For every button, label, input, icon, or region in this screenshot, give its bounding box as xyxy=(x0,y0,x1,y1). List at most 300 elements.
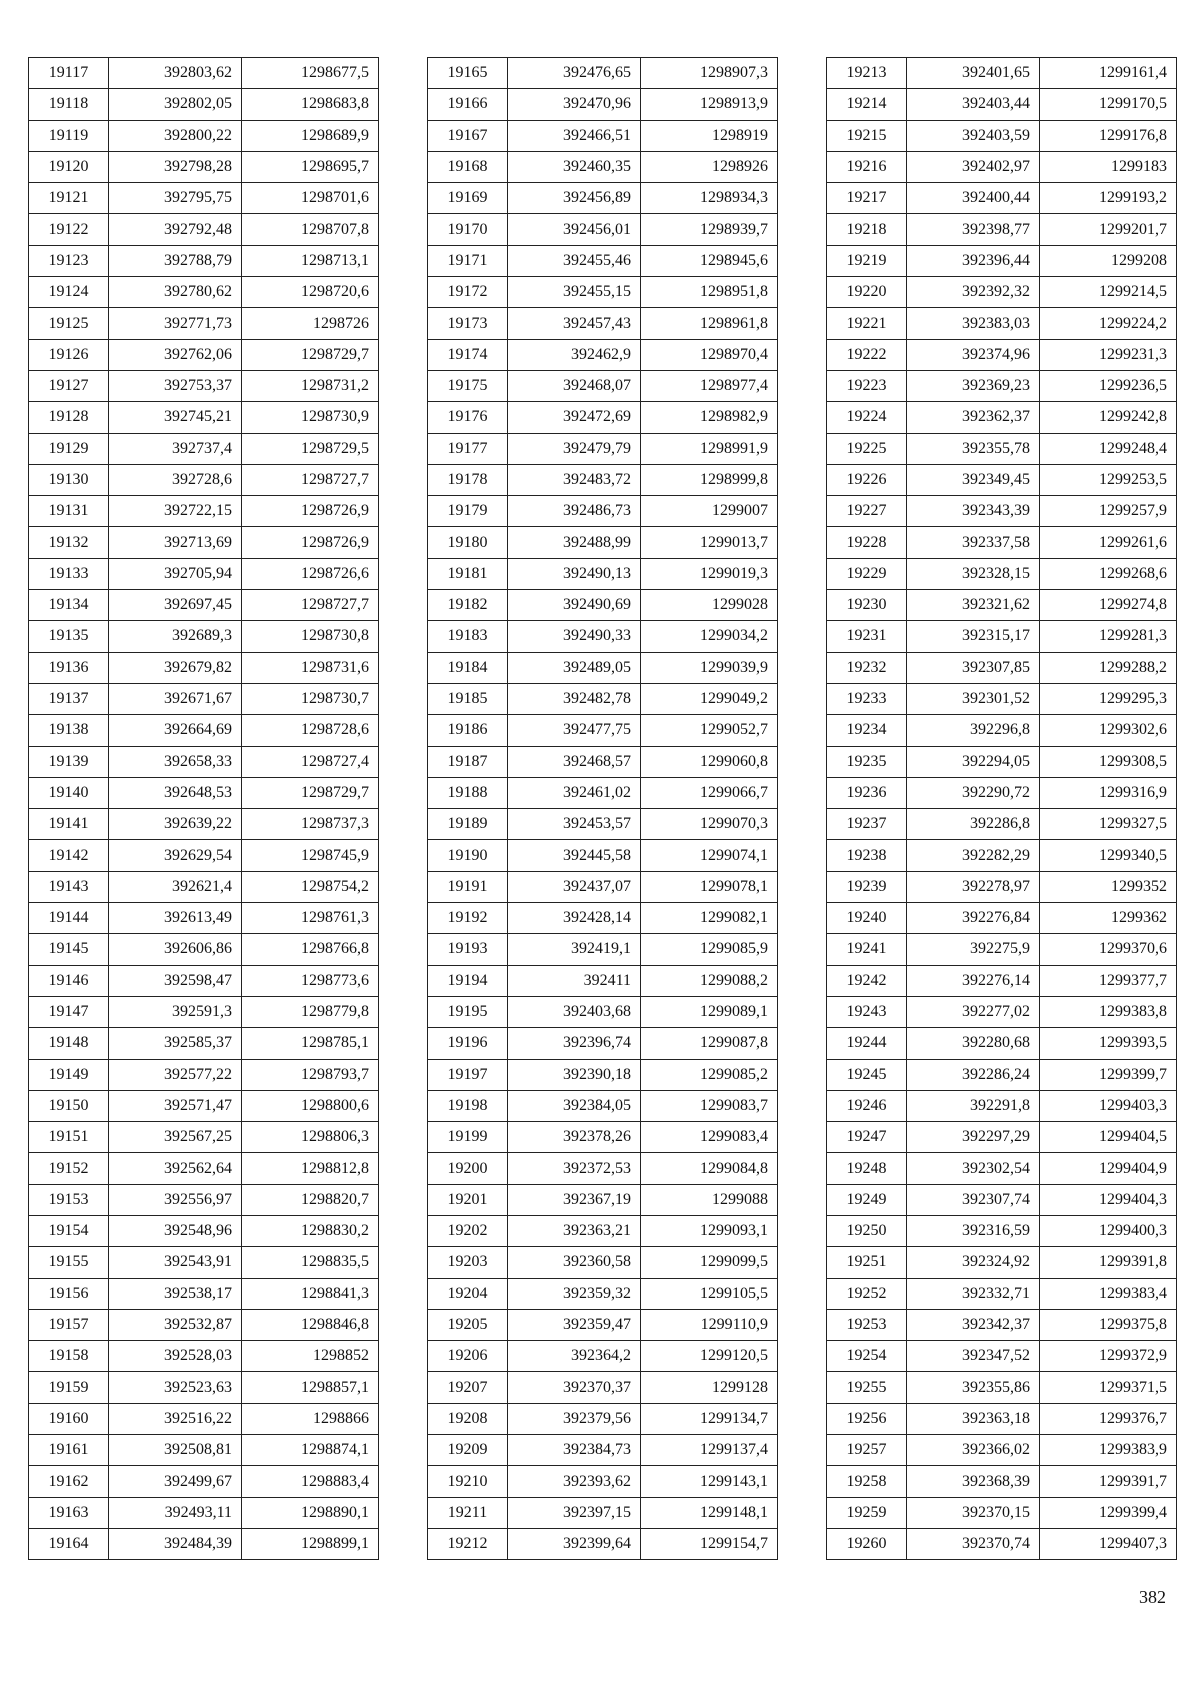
point-id-cell: 19159 xyxy=(29,1372,109,1403)
x-coordinate-cell: 392282,29 xyxy=(907,840,1040,871)
point-id-cell: 19136 xyxy=(29,652,109,683)
point-id-cell: 19257 xyxy=(827,1435,907,1466)
table-row xyxy=(827,1153,1177,1184)
y-coordinate-cell: 1299084,8 xyxy=(641,1153,778,1184)
table-row xyxy=(827,1122,1177,1153)
y-coordinate-cell: 1299274,8 xyxy=(1040,590,1177,621)
point-id-cell: 19233 xyxy=(827,683,907,714)
point-id-cell: 19241 xyxy=(827,934,907,965)
y-coordinate-cell: 1298977,4 xyxy=(641,370,778,401)
coordinate-table-3 xyxy=(826,57,1177,1560)
table-row xyxy=(428,1497,778,1528)
x-coordinate-cell: 392468,57 xyxy=(508,746,641,777)
point-id-cell: 19237 xyxy=(827,809,907,840)
table-row xyxy=(29,777,379,808)
x-coordinate-cell: 392484,39 xyxy=(109,1528,242,1559)
table-row xyxy=(29,245,379,276)
point-id-cell: 19229 xyxy=(827,558,907,589)
y-coordinate-cell: 1299093,1 xyxy=(641,1215,778,1246)
x-coordinate-cell: 392800,22 xyxy=(109,120,242,151)
x-coordinate-cell: 392321,62 xyxy=(907,590,1040,621)
x-coordinate-cell: 392290,72 xyxy=(907,777,1040,808)
table-row xyxy=(428,715,778,746)
point-id-cell: 19177 xyxy=(428,433,508,464)
y-coordinate-cell: 1298737,3 xyxy=(242,809,379,840)
table-row xyxy=(29,120,379,151)
table-row xyxy=(29,1309,379,1340)
table-row xyxy=(29,1466,379,1497)
table-row xyxy=(29,683,379,714)
table-row xyxy=(29,433,379,464)
table-row xyxy=(827,402,1177,433)
y-coordinate-cell: 1299391,8 xyxy=(1040,1247,1177,1278)
x-coordinate-cell: 392390,18 xyxy=(508,1059,641,1090)
x-coordinate-cell: 392472,69 xyxy=(508,402,641,433)
point-id-cell: 19126 xyxy=(29,339,109,370)
y-coordinate-cell: 1299352 xyxy=(1040,871,1177,902)
table-row xyxy=(827,621,1177,652)
x-coordinate-cell: 392400,44 xyxy=(907,183,1040,214)
y-coordinate-cell: 1299088,2 xyxy=(641,965,778,996)
table-row xyxy=(428,1372,778,1403)
point-id-cell: 19242 xyxy=(827,965,907,996)
x-coordinate-cell: 392398,77 xyxy=(907,214,1040,245)
table-row xyxy=(428,558,778,589)
table-row xyxy=(29,1090,379,1121)
x-coordinate-cell: 392401,65 xyxy=(907,58,1040,89)
x-coordinate-cell: 392689,3 xyxy=(109,621,242,652)
point-id-cell: 19256 xyxy=(827,1403,907,1434)
x-coordinate-cell: 392499,67 xyxy=(109,1466,242,1497)
y-coordinate-cell: 1299248,4 xyxy=(1040,433,1177,464)
x-coordinate-cell: 392571,47 xyxy=(109,1090,242,1121)
point-id-cell: 19248 xyxy=(827,1153,907,1184)
y-coordinate-cell: 1299078,1 xyxy=(641,871,778,902)
x-coordinate-cell: 392456,89 xyxy=(508,183,641,214)
point-id-cell: 19163 xyxy=(29,1497,109,1528)
x-coordinate-cell: 392466,51 xyxy=(508,120,641,151)
x-coordinate-cell: 392343,39 xyxy=(907,496,1040,527)
y-coordinate-cell: 1299393,5 xyxy=(1040,1028,1177,1059)
y-coordinate-cell: 1298800,6 xyxy=(242,1090,379,1121)
x-coordinate-cell: 392753,37 xyxy=(109,370,242,401)
x-coordinate-cell: 392347,52 xyxy=(907,1341,1040,1372)
x-coordinate-cell: 392722,15 xyxy=(109,496,242,527)
x-coordinate-cell: 392275,9 xyxy=(907,934,1040,965)
point-id-cell: 19141 xyxy=(29,809,109,840)
table-row xyxy=(827,1435,1177,1466)
x-coordinate-cell: 392671,67 xyxy=(109,683,242,714)
table-row xyxy=(29,1215,379,1246)
x-coordinate-cell: 392374,96 xyxy=(907,339,1040,370)
point-id-cell: 19148 xyxy=(29,1028,109,1059)
x-coordinate-cell: 392453,57 xyxy=(508,809,641,840)
y-coordinate-cell: 1299340,5 xyxy=(1040,840,1177,871)
y-coordinate-cell: 1299170,5 xyxy=(1040,89,1177,120)
table-row xyxy=(827,1090,1177,1121)
y-coordinate-cell: 1298919 xyxy=(641,120,778,151)
point-id-cell: 19225 xyxy=(827,433,907,464)
table-row xyxy=(428,652,778,683)
y-coordinate-cell: 1299391,7 xyxy=(1040,1466,1177,1497)
point-id-cell: 19192 xyxy=(428,903,508,934)
y-coordinate-cell: 1299128 xyxy=(641,1372,778,1403)
y-coordinate-cell: 1298729,7 xyxy=(242,339,379,370)
point-id-cell: 19168 xyxy=(428,151,508,182)
x-coordinate-cell: 392455,15 xyxy=(508,277,641,308)
table-row xyxy=(29,996,379,1027)
x-coordinate-cell: 392613,49 xyxy=(109,903,242,934)
x-coordinate-cell: 392585,37 xyxy=(109,1028,242,1059)
point-id-cell: 19226 xyxy=(827,464,907,495)
point-id-cell: 19254 xyxy=(827,1341,907,1372)
point-id-cell: 19194 xyxy=(428,965,508,996)
x-coordinate-cell: 392477,75 xyxy=(508,715,641,746)
table-row xyxy=(428,1403,778,1434)
y-coordinate-cell: 1299074,1 xyxy=(641,840,778,871)
y-coordinate-cell: 1299087,8 xyxy=(641,1028,778,1059)
y-coordinate-cell: 1298913,9 xyxy=(641,89,778,120)
point-id-cell: 19191 xyxy=(428,871,508,902)
y-coordinate-cell: 1299148,1 xyxy=(641,1497,778,1528)
table-row xyxy=(827,89,1177,120)
y-coordinate-cell: 1298677,5 xyxy=(242,58,379,89)
y-coordinate-cell: 1298761,3 xyxy=(242,903,379,934)
x-coordinate-cell: 392792,48 xyxy=(109,214,242,245)
x-coordinate-cell: 392482,78 xyxy=(508,683,641,714)
point-id-cell: 19249 xyxy=(827,1184,907,1215)
table-row xyxy=(827,1309,1177,1340)
x-coordinate-cell: 392276,14 xyxy=(907,965,1040,996)
x-coordinate-cell: 392324,92 xyxy=(907,1247,1040,1278)
point-id-cell: 19228 xyxy=(827,527,907,558)
table-row xyxy=(827,370,1177,401)
table-row xyxy=(827,840,1177,871)
table-row xyxy=(29,1528,379,1559)
table-row xyxy=(428,370,778,401)
point-id-cell: 19165 xyxy=(428,58,508,89)
x-coordinate-cell: 392332,71 xyxy=(907,1278,1040,1309)
x-coordinate-cell: 392621,4 xyxy=(109,871,242,902)
x-coordinate-cell: 392705,94 xyxy=(109,558,242,589)
y-coordinate-cell: 1299375,8 xyxy=(1040,1309,1177,1340)
table-row xyxy=(428,840,778,871)
table-row xyxy=(428,1215,778,1246)
x-coordinate-cell: 392355,78 xyxy=(907,433,1040,464)
table-row xyxy=(827,777,1177,808)
y-coordinate-cell: 1298683,8 xyxy=(242,89,379,120)
y-coordinate-cell: 1299083,4 xyxy=(641,1122,778,1153)
y-coordinate-cell: 1299316,9 xyxy=(1040,777,1177,808)
table-row xyxy=(428,496,778,527)
x-coordinate-cell: 392532,87 xyxy=(109,1309,242,1340)
point-id-cell: 19200 xyxy=(428,1153,508,1184)
point-id-cell: 19150 xyxy=(29,1090,109,1121)
x-coordinate-cell: 392366,02 xyxy=(907,1435,1040,1466)
point-id-cell: 19239 xyxy=(827,871,907,902)
x-coordinate-cell: 392362,37 xyxy=(907,402,1040,433)
point-id-cell: 19209 xyxy=(428,1435,508,1466)
point-id-cell: 19204 xyxy=(428,1278,508,1309)
x-coordinate-cell: 392489,05 xyxy=(508,652,641,683)
y-coordinate-cell: 1298728,6 xyxy=(242,715,379,746)
point-id-cell: 19147 xyxy=(29,996,109,1027)
table-row xyxy=(428,214,778,245)
point-id-cell: 19176 xyxy=(428,402,508,433)
point-id-cell: 19250 xyxy=(827,1215,907,1246)
x-coordinate-cell: 392383,03 xyxy=(907,308,1040,339)
table-row xyxy=(428,1341,778,1372)
x-coordinate-cell: 392370,74 xyxy=(907,1528,1040,1559)
point-id-cell: 19210 xyxy=(428,1466,508,1497)
x-coordinate-cell: 392543,91 xyxy=(109,1247,242,1278)
y-coordinate-cell: 1298727,7 xyxy=(242,590,379,621)
y-coordinate-cell: 1298961,8 xyxy=(641,308,778,339)
point-id-cell: 19260 xyxy=(827,1528,907,1559)
y-coordinate-cell: 1299082,1 xyxy=(641,903,778,934)
point-id-cell: 19155 xyxy=(29,1247,109,1278)
y-coordinate-cell: 1298773,6 xyxy=(242,965,379,996)
x-coordinate-cell: 392713,69 xyxy=(109,527,242,558)
table-row xyxy=(827,496,1177,527)
table-row xyxy=(29,1278,379,1309)
point-id-cell: 19175 xyxy=(428,370,508,401)
point-id-cell: 19240 xyxy=(827,903,907,934)
y-coordinate-cell: 1299193,2 xyxy=(1040,183,1177,214)
point-id-cell: 19133 xyxy=(29,558,109,589)
table-row xyxy=(827,1466,1177,1497)
table-row xyxy=(428,1059,778,1090)
x-coordinate-cell: 392396,44 xyxy=(907,245,1040,276)
y-coordinate-cell: 1298883,4 xyxy=(242,1466,379,1497)
x-coordinate-cell: 392658,33 xyxy=(109,746,242,777)
point-id-cell: 19132 xyxy=(29,527,109,558)
y-coordinate-cell: 1298890,1 xyxy=(242,1497,379,1528)
y-coordinate-cell: 1299302,6 xyxy=(1040,715,1177,746)
table-row xyxy=(29,1341,379,1372)
coordinate-table-1 xyxy=(28,57,379,1560)
y-coordinate-cell: 1299134,7 xyxy=(641,1403,778,1434)
point-id-cell: 19236 xyxy=(827,777,907,808)
point-id-cell: 19124 xyxy=(29,277,109,308)
x-coordinate-cell: 392556,97 xyxy=(109,1184,242,1215)
table-row xyxy=(29,715,379,746)
y-coordinate-cell: 1298726 xyxy=(242,308,379,339)
point-id-cell: 19208 xyxy=(428,1403,508,1434)
point-id-cell: 19170 xyxy=(428,214,508,245)
table-row xyxy=(29,652,379,683)
y-coordinate-cell: 1298730,8 xyxy=(242,621,379,652)
x-coordinate-cell: 392397,15 xyxy=(508,1497,641,1528)
table-row xyxy=(827,1247,1177,1278)
x-coordinate-cell: 392664,69 xyxy=(109,715,242,746)
y-coordinate-cell: 1299231,3 xyxy=(1040,339,1177,370)
point-id-cell: 19140 xyxy=(29,777,109,808)
x-coordinate-cell: 392411 xyxy=(508,965,641,996)
y-coordinate-cell: 1299019,3 xyxy=(641,558,778,589)
table-row xyxy=(827,433,1177,464)
page-number: 382 xyxy=(1139,1587,1166,1607)
x-coordinate-cell: 392516,22 xyxy=(109,1403,242,1434)
point-id-cell: 19234 xyxy=(827,715,907,746)
y-coordinate-cell: 1299052,7 xyxy=(641,715,778,746)
table-row xyxy=(428,1278,778,1309)
y-coordinate-cell: 1298730,7 xyxy=(242,683,379,714)
point-id-cell: 19152 xyxy=(29,1153,109,1184)
y-coordinate-cell: 1299400,3 xyxy=(1040,1215,1177,1246)
x-coordinate-cell: 392280,68 xyxy=(907,1028,1040,1059)
point-id-cell: 19243 xyxy=(827,996,907,1027)
table-row xyxy=(827,809,1177,840)
x-coordinate-cell: 392470,96 xyxy=(508,89,641,120)
y-coordinate-cell: 1298726,6 xyxy=(242,558,379,589)
y-coordinate-cell: 1299383,4 xyxy=(1040,1278,1177,1309)
table-row xyxy=(827,245,1177,276)
table-row xyxy=(827,527,1177,558)
table-row xyxy=(29,1497,379,1528)
x-coordinate-cell: 392577,22 xyxy=(109,1059,242,1090)
y-coordinate-cell: 1299257,9 xyxy=(1040,496,1177,527)
point-id-cell: 19223 xyxy=(827,370,907,401)
x-coordinate-cell: 392364,2 xyxy=(508,1341,641,1372)
table-row xyxy=(827,1028,1177,1059)
y-coordinate-cell: 1298907,3 xyxy=(641,58,778,89)
table-row xyxy=(428,809,778,840)
y-coordinate-cell: 1299295,3 xyxy=(1040,683,1177,714)
point-id-cell: 19212 xyxy=(428,1528,508,1559)
y-coordinate-cell: 1299376,7 xyxy=(1040,1403,1177,1434)
point-id-cell: 19128 xyxy=(29,402,109,433)
x-coordinate-cell: 392457,43 xyxy=(508,308,641,339)
table-row xyxy=(428,308,778,339)
y-coordinate-cell: 1299236,5 xyxy=(1040,370,1177,401)
point-id-cell: 19211 xyxy=(428,1497,508,1528)
table-row xyxy=(827,1528,1177,1559)
table-row xyxy=(428,1090,778,1121)
y-coordinate-cell: 1298999,8 xyxy=(641,464,778,495)
y-coordinate-cell: 1298730,9 xyxy=(242,402,379,433)
x-coordinate-cell: 392307,74 xyxy=(907,1184,1040,1215)
y-coordinate-cell: 1299099,5 xyxy=(641,1247,778,1278)
y-coordinate-cell: 1299034,2 xyxy=(641,621,778,652)
table-row xyxy=(827,652,1177,683)
point-id-cell: 19217 xyxy=(827,183,907,214)
point-id-cell: 19125 xyxy=(29,308,109,339)
point-id-cell: 19198 xyxy=(428,1090,508,1121)
y-coordinate-cell: 1298835,5 xyxy=(242,1247,379,1278)
point-id-cell: 19178 xyxy=(428,464,508,495)
y-coordinate-cell: 1299214,5 xyxy=(1040,277,1177,308)
point-id-cell: 19157 xyxy=(29,1309,109,1340)
y-coordinate-cell: 1298689,9 xyxy=(242,120,379,151)
y-coordinate-cell: 1298812,8 xyxy=(242,1153,379,1184)
table-row xyxy=(29,527,379,558)
point-id-cell: 19188 xyxy=(428,777,508,808)
y-coordinate-cell: 1299371,5 xyxy=(1040,1372,1177,1403)
x-coordinate-cell: 392393,62 xyxy=(508,1466,641,1497)
x-coordinate-cell: 392479,79 xyxy=(508,433,641,464)
x-coordinate-cell: 392363,18 xyxy=(907,1403,1040,1434)
y-coordinate-cell: 1299066,7 xyxy=(641,777,778,808)
table-row xyxy=(428,433,778,464)
y-coordinate-cell: 1298820,7 xyxy=(242,1184,379,1215)
x-coordinate-cell: 392461,02 xyxy=(508,777,641,808)
x-coordinate-cell: 392490,13 xyxy=(508,558,641,589)
y-coordinate-cell: 1298939,7 xyxy=(641,214,778,245)
y-coordinate-cell: 1299242,8 xyxy=(1040,402,1177,433)
x-coordinate-cell: 392538,17 xyxy=(109,1278,242,1309)
table-row xyxy=(29,1028,379,1059)
x-coordinate-cell: 392403,59 xyxy=(907,120,1040,151)
y-coordinate-cell: 1299383,9 xyxy=(1040,1435,1177,1466)
table-row xyxy=(827,1341,1177,1372)
table-row xyxy=(29,746,379,777)
x-coordinate-cell: 392468,07 xyxy=(508,370,641,401)
point-id-cell: 19171 xyxy=(428,245,508,276)
point-id-cell: 19252 xyxy=(827,1278,907,1309)
table-row xyxy=(29,370,379,401)
y-coordinate-cell: 1299028 xyxy=(641,590,778,621)
y-coordinate-cell: 1298729,7 xyxy=(242,777,379,808)
point-id-cell: 19245 xyxy=(827,1059,907,1090)
y-coordinate-cell: 1299327,5 xyxy=(1040,809,1177,840)
table-row xyxy=(827,715,1177,746)
y-coordinate-cell: 1298934,3 xyxy=(641,183,778,214)
table-row xyxy=(827,934,1177,965)
point-id-cell: 19247 xyxy=(827,1122,907,1153)
point-id-cell: 19235 xyxy=(827,746,907,777)
y-coordinate-cell: 1298951,8 xyxy=(641,277,778,308)
table-row xyxy=(428,58,778,89)
x-coordinate-cell: 392648,53 xyxy=(109,777,242,808)
y-coordinate-cell: 1298991,9 xyxy=(641,433,778,464)
point-id-cell: 19259 xyxy=(827,1497,907,1528)
y-coordinate-cell: 1299088 xyxy=(641,1184,778,1215)
y-coordinate-cell: 1298731,2 xyxy=(242,370,379,401)
table-row xyxy=(428,1153,778,1184)
x-coordinate-cell: 392780,62 xyxy=(109,277,242,308)
table-row xyxy=(428,1184,778,1215)
point-id-cell: 19218 xyxy=(827,214,907,245)
y-coordinate-cell: 1298857,1 xyxy=(242,1372,379,1403)
x-coordinate-cell: 392528,03 xyxy=(109,1341,242,1372)
table-row xyxy=(29,840,379,871)
x-coordinate-cell: 392483,72 xyxy=(508,464,641,495)
point-id-cell: 19193 xyxy=(428,934,508,965)
y-coordinate-cell: 1299261,6 xyxy=(1040,527,1177,558)
y-coordinate-cell: 1299281,3 xyxy=(1040,621,1177,652)
y-coordinate-cell: 1299105,5 xyxy=(641,1278,778,1309)
point-id-cell: 19258 xyxy=(827,1466,907,1497)
table-row xyxy=(29,1435,379,1466)
x-coordinate-cell: 392591,3 xyxy=(109,996,242,1027)
x-coordinate-cell: 392728,6 xyxy=(109,464,242,495)
point-id-cell: 19122 xyxy=(29,214,109,245)
table-row xyxy=(827,871,1177,902)
x-coordinate-cell: 392508,81 xyxy=(109,1435,242,1466)
point-id-cell: 19139 xyxy=(29,746,109,777)
x-coordinate-cell: 392629,54 xyxy=(109,840,242,871)
x-coordinate-cell: 392562,64 xyxy=(109,1153,242,1184)
y-coordinate-cell: 1298899,1 xyxy=(242,1528,379,1559)
y-coordinate-cell: 1298806,3 xyxy=(242,1122,379,1153)
table-row xyxy=(428,151,778,182)
point-id-cell: 19143 xyxy=(29,871,109,902)
table-row xyxy=(29,590,379,621)
point-id-cell: 19221 xyxy=(827,308,907,339)
x-coordinate-cell: 392302,54 xyxy=(907,1153,1040,1184)
x-coordinate-cell: 392428,14 xyxy=(508,903,641,934)
